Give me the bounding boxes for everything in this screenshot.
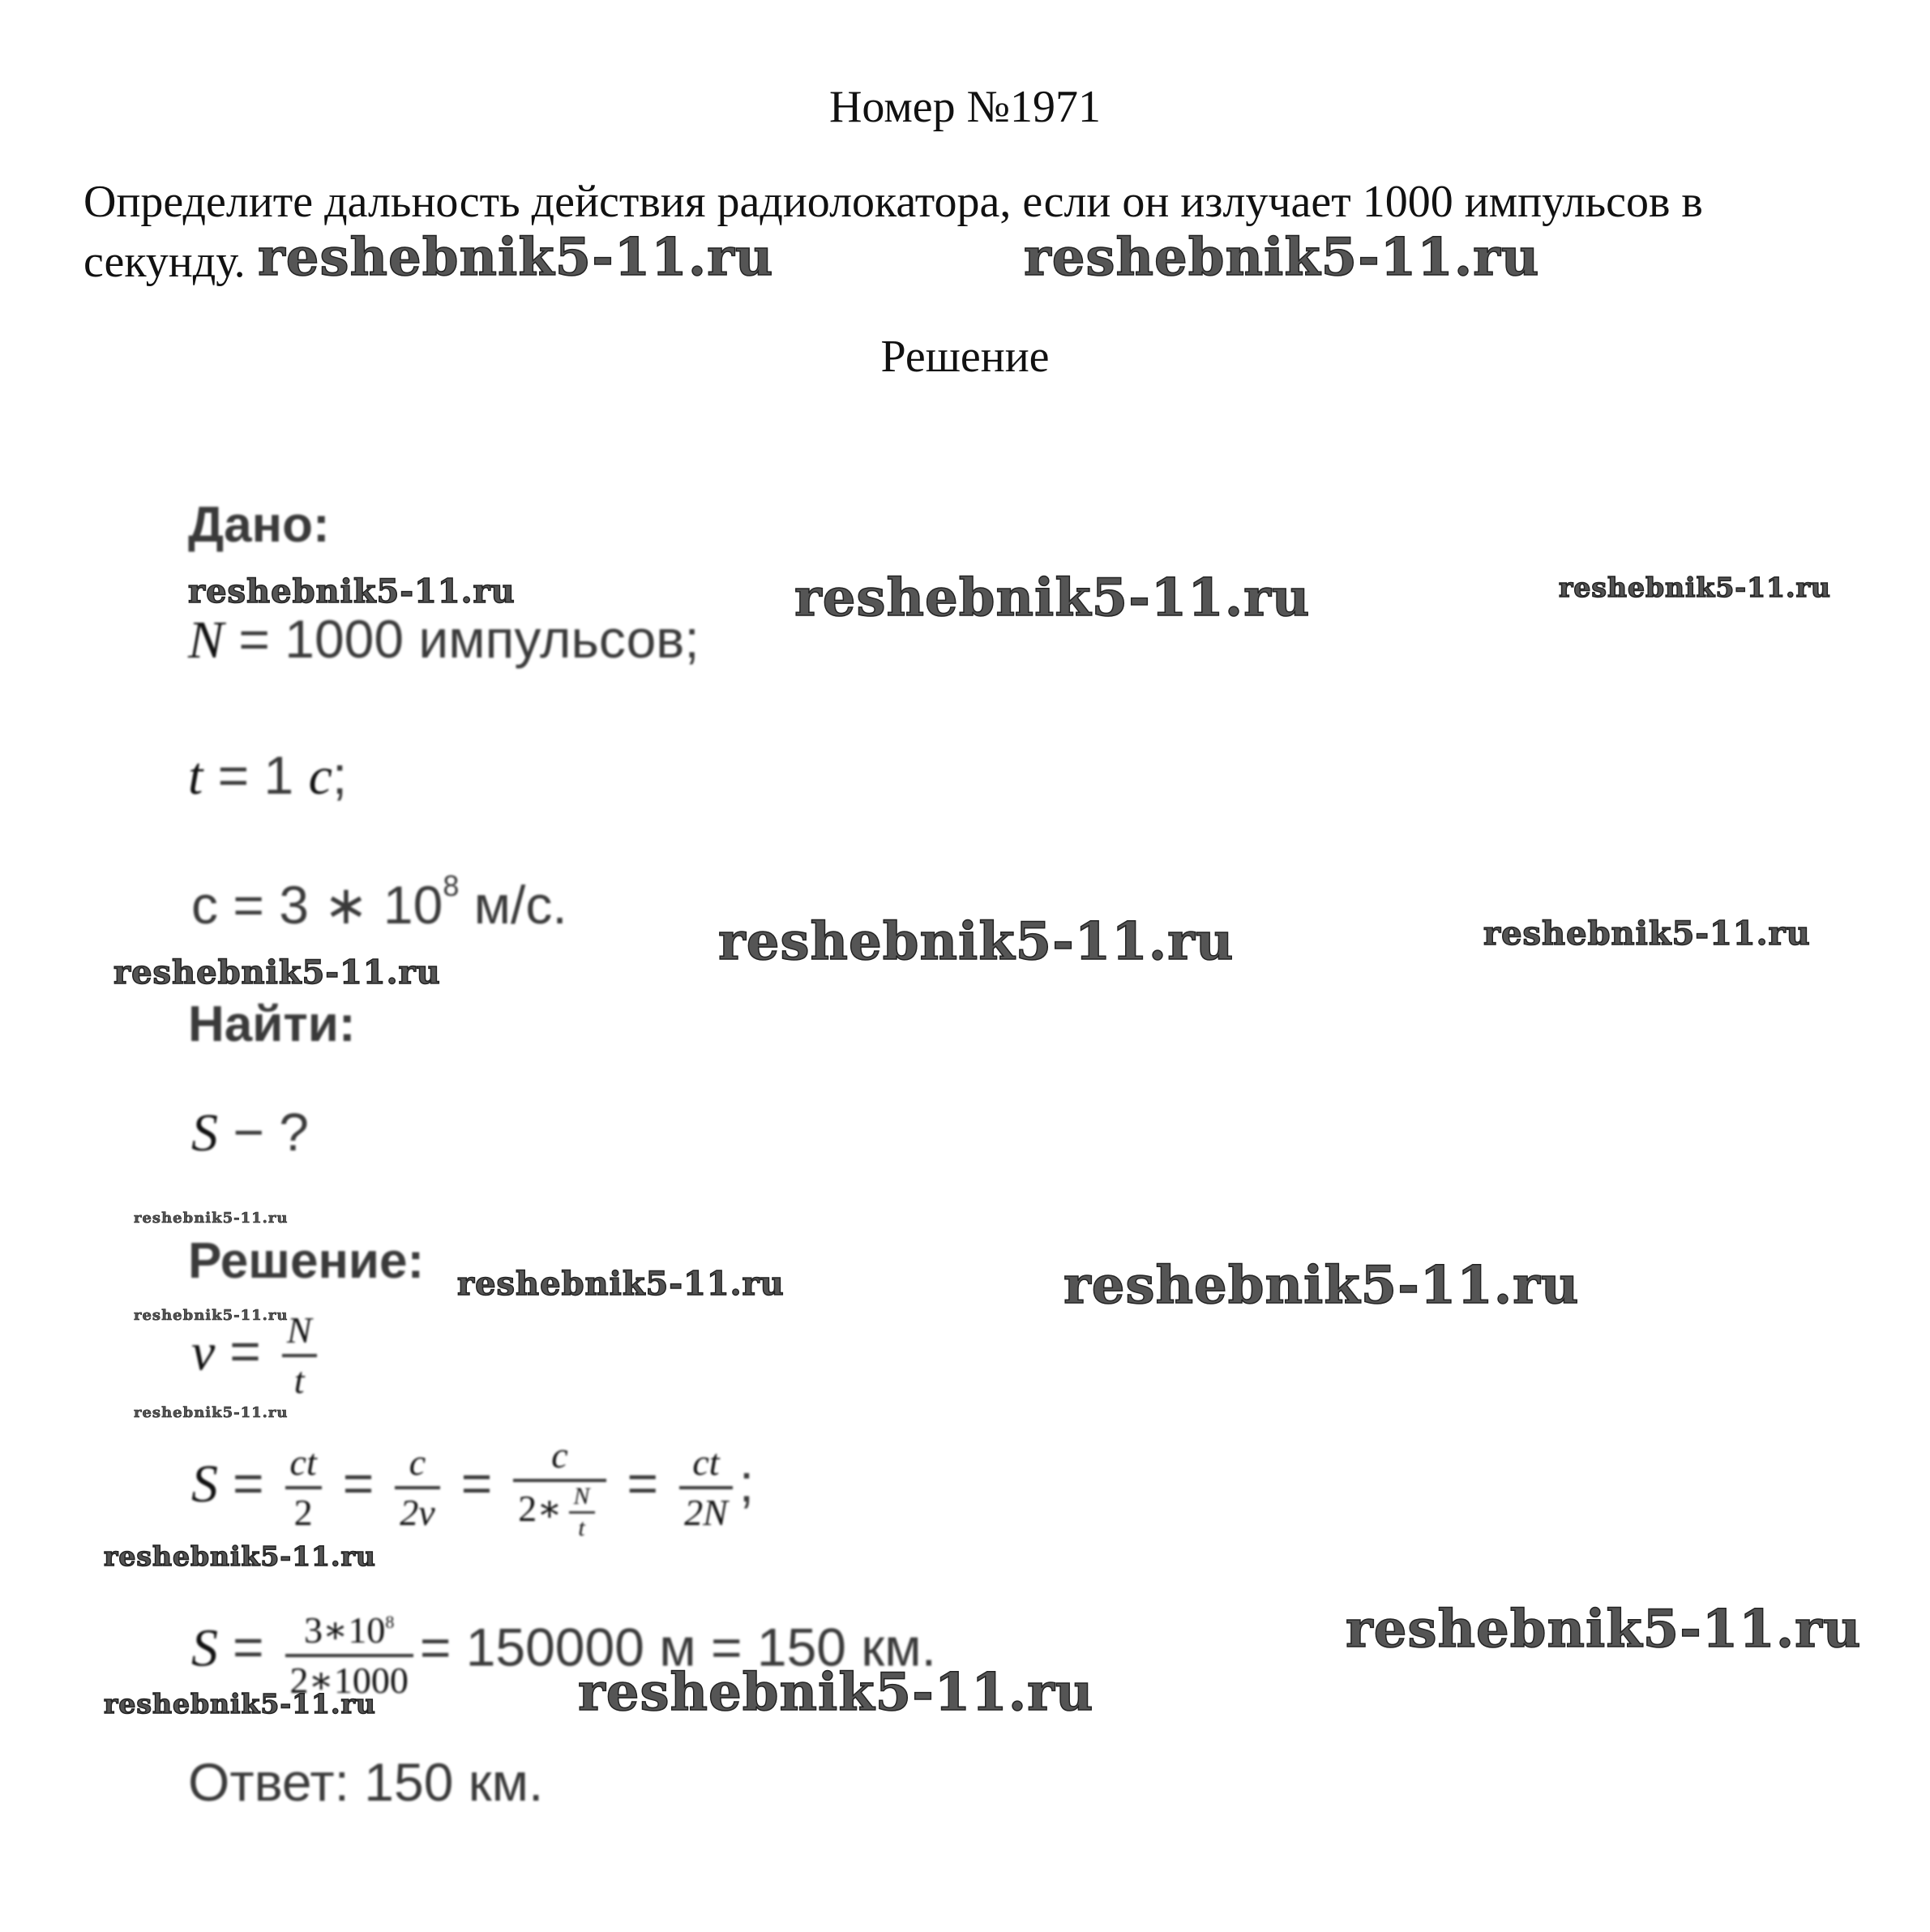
equals-sign: = [342, 1452, 374, 1513]
watermark: reshebnik5-11.ru [1559, 572, 1831, 603]
c-exponent: 8 [443, 869, 460, 902]
solution-heading: Решение [880, 332, 1050, 382]
result-text: = 150000 м = 150 км. [419, 1617, 936, 1677]
given-n-line [188, 608, 700, 671]
fraction-ct-over-2n [679, 1439, 733, 1536]
watermark: reshebnik5-11.ru [134, 1307, 289, 1324]
problem-text: Определите дальность действия радиолокатора, если он излучает 1000 импульсов в секунду. [83, 177, 1703, 287]
given-heading: Дано: [188, 497, 330, 553]
numerator: c [409, 1441, 426, 1483]
t-symbol: t [188, 747, 203, 806]
formula-s-chain [191, 1432, 754, 1543]
s-symbol: S [191, 1618, 218, 1678]
c-unit: м/с. [459, 875, 567, 935]
watermark: reshebnik5-11.ru [718, 911, 1235, 972]
watermark: reshebnik5-11.ru [134, 1404, 289, 1421]
solution-block-heading: Решение: [188, 1233, 425, 1289]
watermark: reshebnik5-11.ru [1063, 1255, 1580, 1316]
n-value: = 1000 импульсов; [224, 609, 700, 669]
watermark: reshebnik5-11.ru [134, 1210, 289, 1227]
watermark: reshebnik5-11.ru [113, 953, 441, 992]
s-symbol: S [191, 1454, 218, 1514]
t-unit: c [308, 747, 332, 806]
denominator: 2∗1000 [289, 1660, 409, 1701]
find-line [191, 1101, 309, 1164]
t-equals: = 1 [203, 745, 309, 805]
watermark: reshebnik5-11.ru [578, 1662, 1094, 1723]
watermark: reshebnik5-11.ru [1483, 915, 1811, 953]
numerator: N [573, 1483, 590, 1510]
denominator: t [578, 1514, 585, 1541]
given-c-line [191, 869, 567, 936]
denominator: 2N [684, 1491, 728, 1533]
watermark: reshebnik5-11.ru [258, 227, 774, 288]
fraction-c-over-2n-t [513, 1432, 606, 1543]
nu-symbol: ν [191, 1322, 216, 1382]
numerator-exponent: 8 [385, 1612, 395, 1632]
denominator: 2 [293, 1491, 313, 1533]
equals-sign: = [233, 1617, 264, 1677]
numerator: ct [289, 1441, 317, 1483]
watermark: reshebnik5-11.ru [1024, 227, 1540, 288]
watermark: reshebnik5-11.ru [104, 1688, 376, 1720]
find-heading: Найти: [188, 996, 356, 1052]
equals-sign: = [460, 1452, 493, 1513]
n-symbol: N [188, 610, 225, 670]
equals-sign: = [229, 1321, 261, 1382]
equals-sign: = [233, 1452, 264, 1513]
fraction-c-over-2nu [395, 1439, 439, 1536]
numerator [299, 1599, 399, 1654]
watermark: reshebnik5-11.ru [794, 568, 1311, 628]
watermark: reshebnik5-11.ru [457, 1265, 785, 1303]
given-t-line [188, 744, 347, 807]
nested-fraction [569, 1482, 595, 1543]
numerator-base: 3∗10 [304, 1609, 386, 1651]
denominator: t [293, 1360, 305, 1401]
denominator: 2ν [400, 1491, 435, 1533]
s-symbol: S [191, 1103, 218, 1163]
den-prefix: 2∗ [518, 1488, 563, 1530]
watermark: reshebnik5-11.ru [188, 572, 516, 610]
numerator: ct [692, 1441, 720, 1483]
numerator: N [286, 1309, 312, 1351]
c-base: c = 3 ∗ 10 [191, 875, 443, 935]
numerator: c [551, 1434, 568, 1476]
problem-number-title: Номер №1971 [828, 82, 1102, 132]
answer-line: Ответ: 150 км. [188, 1752, 544, 1812]
t-end: ; [332, 745, 348, 805]
denominator [513, 1482, 606, 1543]
watermark: reshebnik5-11.ru [104, 1540, 376, 1572]
fraction-ct-over-2 [285, 1439, 322, 1536]
equals-sign: = [627, 1452, 659, 1513]
semicolon: ; [738, 1452, 755, 1513]
find-rest: − ? [218, 1102, 309, 1162]
watermark: reshebnik5-11.ru [1346, 1599, 1862, 1660]
